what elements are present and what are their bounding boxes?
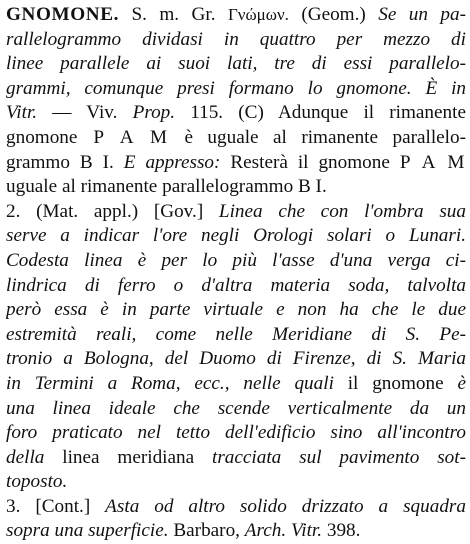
greek-etymon: Γνώμων. (227, 5, 289, 24)
entry-line: tronio a Bologna, del Duomo di Firenze, di S. Maria (6, 348, 466, 370)
source-ref: E appresso: (123, 151, 221, 173)
entry-line (6, 519, 466, 544)
sense-number: 3. [Cont.] (6, 495, 106, 517)
entry-line: però essa è in parte virtuale e non ha che le due (6, 299, 466, 321)
entry-line (6, 446, 466, 471)
term-text: linea meridiana (44, 446, 212, 468)
definition-text: Linea che con l'ombra sua (218, 200, 466, 222)
domain-label: (Geom.) (288, 4, 379, 25)
entry-line: linee parallele ai suoi lati, tre di essi parallelo- (6, 53, 466, 75)
entry-line (6, 151, 466, 176)
entry-line: toposto. (6, 471, 68, 493)
entry-line: Codesta linea è per lo più l'asse d'una verga ci- (6, 249, 466, 271)
citation-text: grammo B I. (6, 151, 124, 173)
source-ref: Vitr. (6, 102, 38, 124)
entry-line (6, 372, 466, 397)
grammar-label: S. m. Gr. (119, 4, 228, 25)
source-ref: Arch. Vitr. (244, 520, 323, 542)
citation-text: 398. (322, 520, 361, 542)
definition-text: Asta od altro solido drizzato a squadra (105, 495, 466, 517)
entry-line (6, 495, 466, 520)
entry-line: uguale al rimanente parallelogrammo B I. (6, 176, 327, 198)
figure-letters: P A M (77, 126, 185, 148)
citation-text: Resterà il gnomone (220, 151, 400, 173)
entry-line (6, 126, 466, 151)
citation-text: 115. (C) Adunque il rimanente (175, 102, 466, 124)
citation-text: — Viv. (37, 102, 133, 124)
headword: GNOMONE. (6, 4, 119, 25)
definition-text: in Termini a Roma, ecc., nelle quali (6, 372, 334, 394)
entry-line (6, 3, 466, 28)
entry-line: rallelogrammo dividasi in quattro per mezzo di (6, 28, 466, 50)
citation-text: Barbaro, (168, 520, 245, 542)
figure-letters: P A M (399, 151, 466, 173)
entry-line: foro praticato nel tetto dell'edificio sino all'incontro (6, 422, 466, 444)
definition-text: della (6, 446, 45, 468)
entry-line: una linea ideale che scende verticalmente da un (6, 397, 466, 419)
definition-text: tracciata sul pavimento sot- (212, 446, 466, 468)
sense-number: 2. (Mat. appl.) [Gov.] (6, 200, 219, 222)
citation-text: gnomone (6, 126, 78, 148)
entry-line: estremità reali, come nelle Meridiane di S. Pe- (6, 323, 466, 345)
entry-line (6, 101, 466, 126)
definition-text: è (457, 372, 466, 394)
term-text: il gnomone (333, 372, 458, 394)
entry-line: lindrica di ferro o d'altra materia soda, talvolta (6, 274, 466, 296)
entry-line: serve a indicar l'ore negli Orologi solari o Lunari. (6, 225, 466, 247)
source-ref: Prop. (132, 102, 176, 124)
definition-text: Se un pa- (378, 4, 466, 25)
entry-line: grammi, comunque presi formano lo gnomone. È in (6, 77, 466, 99)
definition-text: sopra una superficie. (6, 520, 169, 542)
entry-line (6, 200, 466, 225)
citation-text: è uguale al rimanente parallelo- (184, 126, 466, 148)
